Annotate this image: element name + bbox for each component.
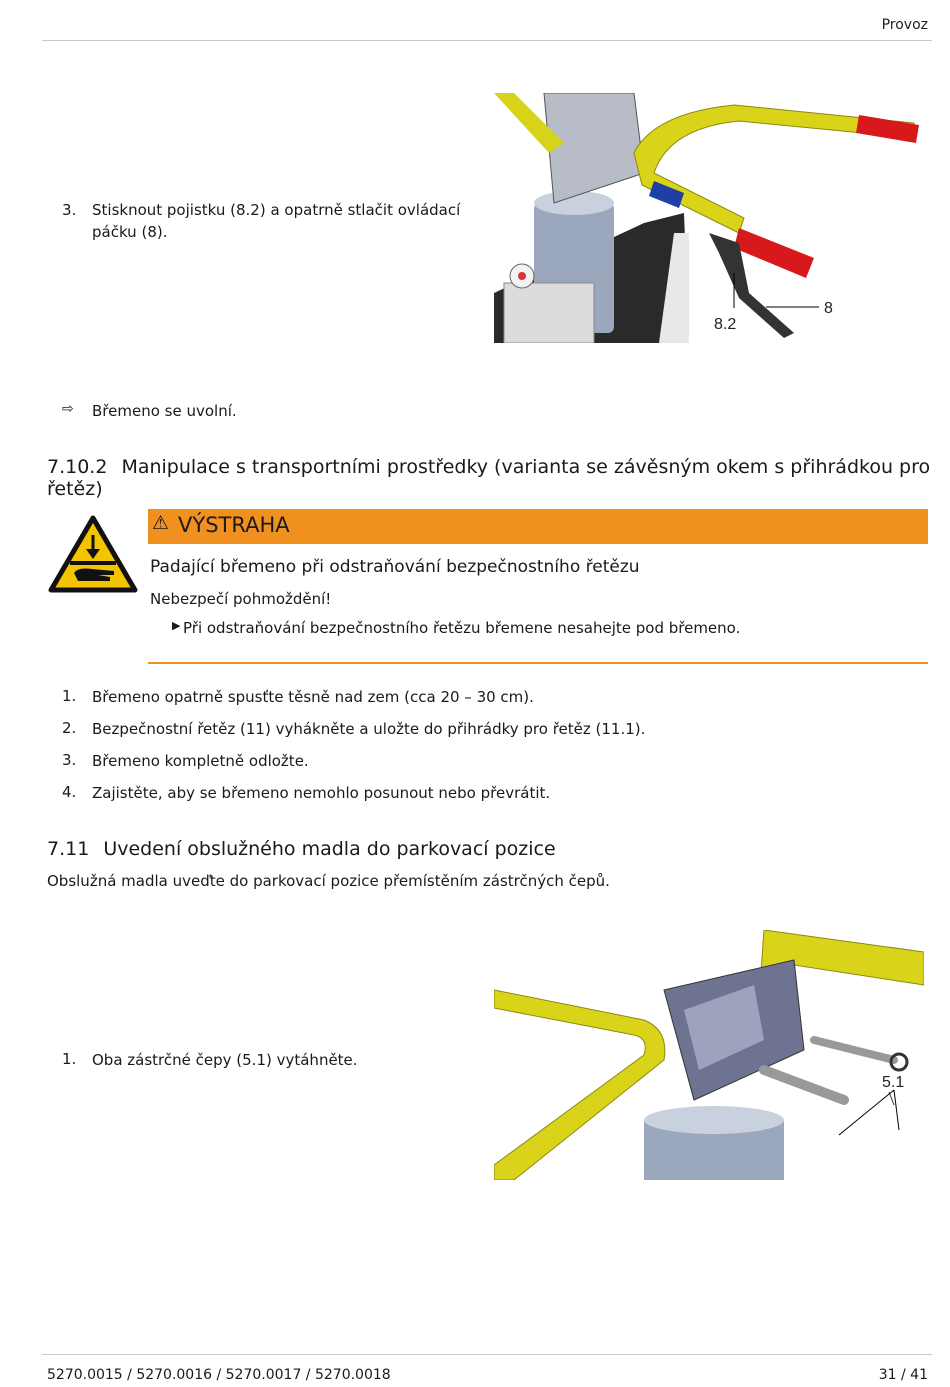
warning-action: Při odstraňování bezpečnostního řetězu břemene nesahejte pod břemeno. xyxy=(183,619,741,637)
step-number: 4. xyxy=(62,783,77,801)
step-number: 3. xyxy=(62,751,77,769)
header-divider xyxy=(42,40,932,41)
step-text: Zajistěte, aby se břemeno nemohlo posunout nebo převrátit. xyxy=(92,784,551,802)
step-text: Bezpečnostní řetěz (11) vyhákněte a uložte do přihrádky pro řetěz (11.1). xyxy=(92,720,646,738)
step-number: 1. xyxy=(62,1050,77,1068)
section-title: Uvedení obslužného madla do parkovací pozice xyxy=(103,838,556,860)
footer-doc-numbers: 5270.0015 / 5270.0016 / 5270.0017 / 5270.0018 xyxy=(47,1367,391,1383)
step-number: 2. xyxy=(62,719,77,737)
step-number: 1. xyxy=(62,687,77,705)
warning-bottom-rule xyxy=(148,662,928,664)
section-number: 7.10.2 xyxy=(47,456,108,478)
warning-triangle-icon: ⚠ xyxy=(152,512,170,534)
step-text: Břemeno kompletně odložte. xyxy=(92,752,309,770)
page-number: 31 / 41 xyxy=(878,1367,928,1383)
warning-consequence: Nebezpečí pohmoždění! xyxy=(150,590,332,608)
step-number: 3. xyxy=(62,201,77,219)
warning-signal-word: VÝSTRAHA xyxy=(178,513,290,537)
callout-label-5-1: 5.1 xyxy=(882,1074,905,1091)
header-section-title: Provoz xyxy=(881,17,928,33)
crush-hazard-icon xyxy=(48,515,138,593)
step-text: Oba zástrčné čepy (5.1) vytáhněte. xyxy=(92,1051,358,1069)
callout-label-8: 8 xyxy=(824,300,833,317)
result-text: Břemeno se uvolní. xyxy=(92,402,237,420)
figure-locking-pins xyxy=(494,930,924,1180)
section-heading xyxy=(47,456,950,500)
figure-release-lever xyxy=(494,93,924,343)
callout-label-8-2: 8.2 xyxy=(714,316,737,333)
section-title: Manipulace s transportními prostředky (varianta se závěsným okem s přihrádkou pro řetěz) xyxy=(47,456,931,500)
step-text-line: páčku (8). xyxy=(92,223,168,241)
action-bullet-icon: ▶ xyxy=(172,619,181,632)
footer-divider xyxy=(42,1354,932,1355)
section-intro: Obslužná madla uveďte do parkovací pozice přemístěním zástrčných čepů. xyxy=(47,872,610,890)
step-text-line: Stisknout pojistku (8.2) a opatrně stlačit ovládací xyxy=(92,201,461,219)
section-number: 7.11 xyxy=(47,838,90,860)
result-arrow-icon: ⇨ xyxy=(62,401,74,417)
warning-headline: Padající břemeno při odstraňování bezpečnostního řetězu xyxy=(150,557,640,577)
step-text xyxy=(92,199,460,243)
step-text: Břemeno opatrně spusťte těsně nad zem (cca 20 – 30 cm). xyxy=(92,688,534,706)
section-heading xyxy=(47,838,556,860)
